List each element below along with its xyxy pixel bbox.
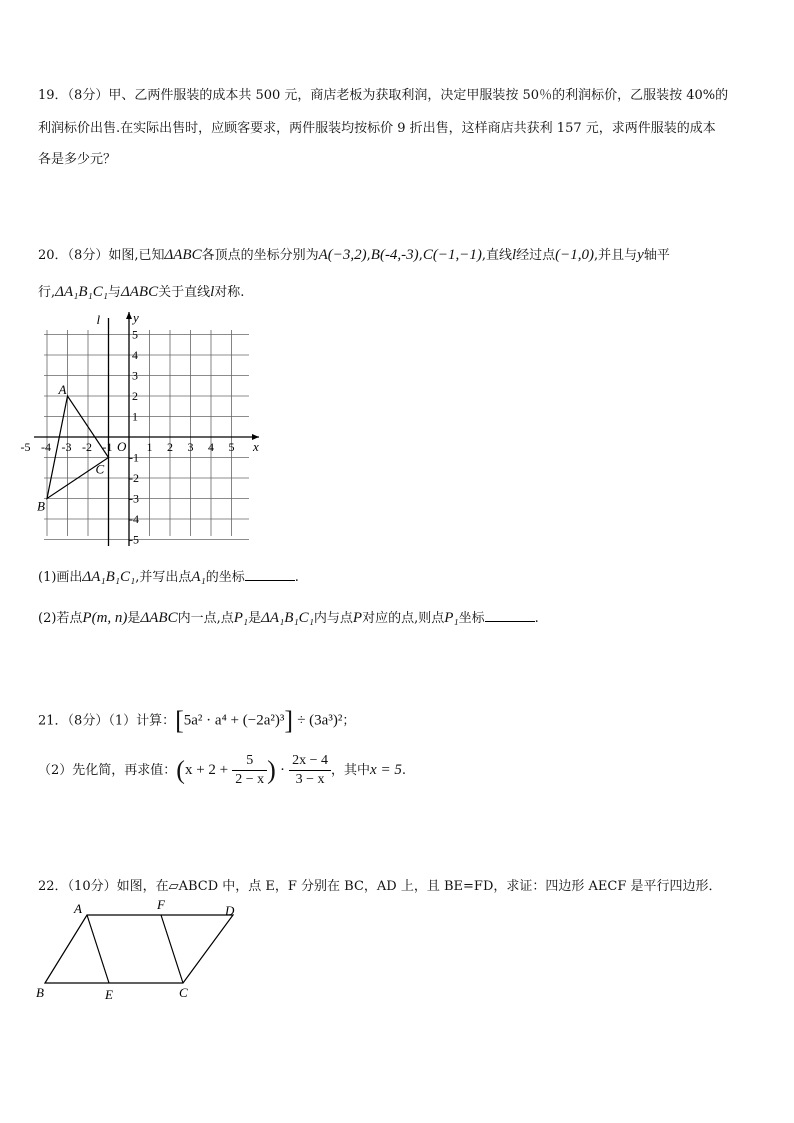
q21-p1-prefix: 21．（8分）（1）计算：	[38, 713, 176, 729]
q20-sub2a: (2)若点	[38, 611, 83, 626]
x-tick-label: -5	[20, 440, 31, 454]
graph-labels	[21, 310, 260, 547]
x-tick-label: -1	[102, 440, 113, 454]
q22-text: 22．（10分）如图，在▱ABCD 中，点 E，F 分别在 BC，AD 上，且 BE=FD，求证：四边形 AECF 是平行四边形．	[38, 879, 722, 894]
q20-mid4: ,并且与	[594, 248, 638, 263]
q20-prefix: 20．（8分）如图,已知	[38, 248, 165, 263]
fraction-2	[289, 752, 331, 789]
x-tick-label: 4	[208, 440, 214, 454]
q20-line-l-2: l	[210, 284, 215, 300]
q21-p2-end: .	[401, 763, 406, 778]
label-d: D	[225, 903, 235, 918]
q19-line-2: 利润标价出售.在实际出售时，应顾客要求，两件服装均按标价 9 折出售，这样商店共获利 157 元，求两件服装的成本	[38, 121, 716, 136]
q19-line-3: 各是多少元？	[38, 152, 117, 167]
label-c: C	[179, 985, 188, 1000]
y-tick-label: -4	[129, 512, 139, 526]
q20-mid5: 轴平	[643, 248, 670, 263]
q20-sub2g: 坐标	[458, 611, 485, 626]
fraction-1-num: 5	[232, 752, 267, 771]
answer-blank-1[interactable]	[245, 568, 295, 581]
graph-grid	[44, 327, 249, 540]
q20-sub2f: 对应的点,则点	[362, 611, 445, 626]
q20-point-b: B(-4,-3)	[370, 247, 419, 263]
x-tick-label: 2	[167, 440, 173, 454]
parallelogram-figure	[34, 895, 254, 1005]
point-a-label: A	[58, 382, 67, 397]
q20-sub2b: 是	[127, 611, 141, 626]
q19-line-1: 19．（8分）甲、乙两件服装的成本共 500 元，商店老板为获取利润，决定甲服装按 50％的利润标价，乙服装按 40%的	[38, 88, 729, 103]
origin-label: O	[117, 439, 127, 454]
y-axis-label: y	[133, 310, 139, 325]
fraction-1-den: 2 − x	[235, 772, 265, 787]
paren-right: )	[267, 755, 276, 785]
label-e: E	[105, 987, 113, 1002]
q20-sub2d: 是	[248, 611, 262, 626]
y-axis-arrow	[126, 312, 132, 319]
y-tick-label: -5	[129, 532, 139, 547]
q20-line-2	[38, 281, 244, 301]
q20-sub1-tri: ΔA₁B₁C₁	[82, 569, 136, 585]
q21-p1-div: ÷ (3a³)²	[297, 712, 343, 729]
q20-tri-a1b1c1: ΔA₁B₁C₁	[55, 284, 108, 300]
q20-sub2-tri: ΔABC	[140, 610, 178, 626]
x-tick-label: -3	[61, 440, 72, 454]
point-c-label: C	[95, 461, 105, 477]
x-tick-label: 5	[228, 440, 235, 454]
q20-sub2: (2)若点P(m, n)是ΔABC内一点,点P₁是ΔA₁B₁C₁内与点P对应的点,则点P₁坐标 .	[38, 610, 539, 626]
q20-point: (−1,0)	[555, 247, 595, 263]
bracket-left: [	[175, 706, 184, 735]
fraction-2-num: 2x − 4	[289, 752, 331, 771]
y-tick-label: 3	[132, 368, 138, 383]
q21-part2	[38, 752, 406, 789]
q21-p2-cond: x = 5	[370, 762, 402, 778]
q20-mid3: 经过点	[516, 248, 556, 263]
y-tick-label: -3	[129, 491, 139, 506]
segment-ae	[87, 915, 109, 983]
graph-shapes	[47, 396, 109, 499]
paren-left: (	[176, 755, 185, 785]
x-tick-label: -4	[41, 440, 51, 454]
q20-line2a: 行,	[38, 285, 56, 300]
q20-p1: P₁	[233, 610, 249, 626]
q20-a1: A₁	[191, 569, 206, 585]
q21-part1	[38, 706, 355, 736]
fraction-2-den: 3 − x	[295, 772, 325, 787]
q20-tri-abc-2: ΔABC	[120, 284, 159, 300]
answer-blank-2[interactable]	[485, 609, 535, 622]
q20-mid2: ,直线	[481, 248, 512, 263]
q20-line2b: 与	[107, 285, 121, 300]
segment-fc	[161, 915, 183, 983]
q20-tri-abc: ΔABC	[164, 247, 202, 263]
x-axis-label: x	[253, 439, 259, 454]
fraction-1	[232, 752, 267, 789]
q21-p1-expr: 5a² · a⁴ + (−2a²)³	[183, 712, 285, 729]
q20-sub1b: ,并写出点	[135, 570, 192, 585]
line-l-label: l	[96, 312, 101, 327]
q21-p2-dot: ·	[279, 762, 285, 778]
y-tick-label: 2	[132, 389, 138, 403]
q20-sub1c: 的坐标	[205, 570, 245, 585]
q20-sub2-tri1: ΔA₁B₁C₁	[261, 610, 314, 626]
q20-line2c: 关于直线	[158, 285, 211, 300]
q20-pmn: P(m, n)	[82, 610, 128, 626]
y-tick-label: 1	[132, 409, 138, 424]
label-b: B	[36, 985, 44, 1000]
q20-point-c: C(−1,−1)	[422, 247, 482, 263]
triangle-abc	[47, 396, 109, 499]
y-tick-label: 4	[132, 348, 138, 362]
q20-mid1: 各顶点的坐标分别为	[201, 248, 319, 263]
q20-sub1a: (1)画出	[38, 570, 83, 585]
x-tick-label: 3	[187, 440, 194, 454]
q21-p2-a: x + 2 +	[184, 762, 229, 778]
x-tick-label: -2	[82, 440, 92, 454]
q20-y: y	[637, 247, 644, 263]
q21-p2-prefix: （2）先化简，再求值：	[38, 763, 177, 778]
q20-sub2c: 内一点,点	[177, 611, 234, 626]
coordinate-graph	[20, 310, 270, 550]
q20-line-1: 20．（8分）如图,已知ΔABC各顶点的坐标分别为A(−3,2),B(-4,-3),C(−1,−1),直线l经过点(−1,0),并且与y轴平	[38, 247, 670, 263]
q20-line2d: 对称.	[214, 285, 245, 300]
y-tick-label: -2	[129, 471, 139, 485]
parallelogram-abcd	[45, 915, 233, 983]
point-b-label: B	[37, 498, 45, 514]
label-a: A	[74, 901, 82, 916]
q20-point-a: A(−3,2)	[318, 247, 367, 263]
q20-p: P	[352, 610, 363, 626]
bracket-right: ]	[284, 706, 294, 735]
q20-sub1: (1)画出ΔA₁B₁C₁,并写出点A₁的坐标 .	[38, 569, 299, 585]
q21-p1-end: ；	[342, 713, 356, 729]
label-f: F	[157, 897, 165, 912]
y-tick-label: -1	[129, 450, 139, 465]
q20-p1-2: P₁	[444, 610, 459, 626]
y-tick-label: 5	[132, 327, 138, 342]
q21-p2-mid: ，其中	[331, 763, 371, 778]
x-tick-label: 1	[146, 440, 153, 454]
q20-sub2e: 内与点	[313, 611, 353, 626]
q20-line-l: l	[511, 247, 517, 263]
